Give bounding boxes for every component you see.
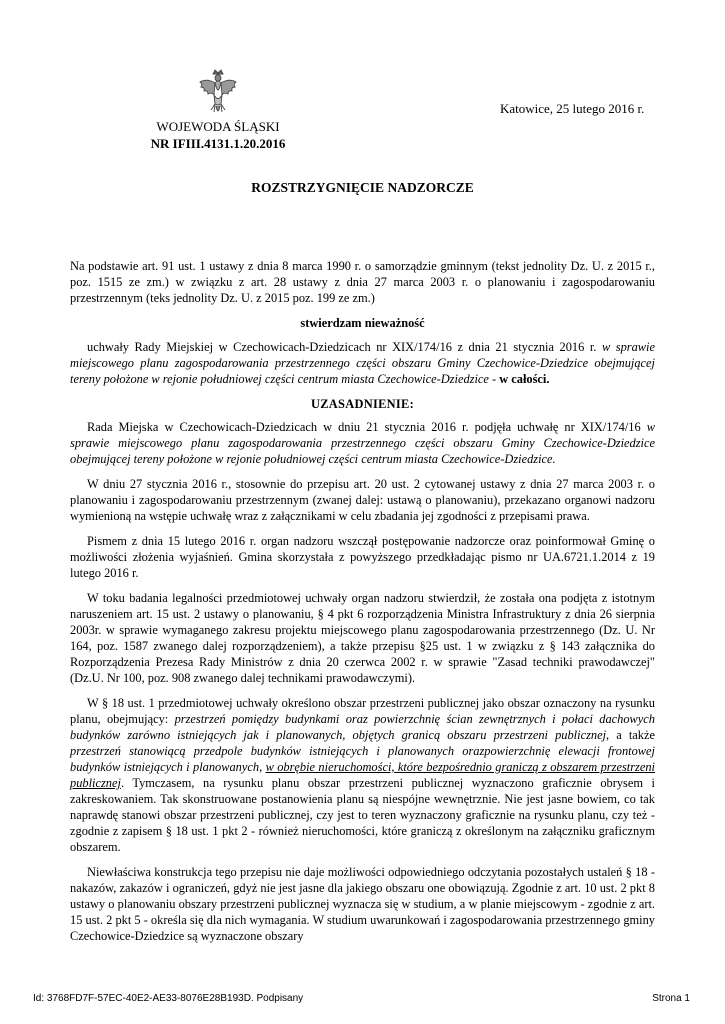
document-body	[70, 258, 655, 953]
authority-name: WOJEWODA ŚLĄSKI	[156, 119, 280, 134]
resolution-subject: w sprawie miejscowego planu zagospodarowania przestrzennego części obszaru Gminy Czechowice-Dziedzice obejmującej tereny położone w rejonie południowej części centrum miasta Czechowice-Dziedzice	[70, 340, 655, 386]
legal-basis-paragraph: Na podstawie art. 91 ust. 1 ustawy z dnia 8 marca 1990 r. o samorządzie gminnym (tekst jednolity Dz. U. z 2015 r., poz. 1515 ze zm.) w związku z art. 28 ustawy z dnia 27 marca 2003 r. o planowaniu i zagospodarowaniu przestrzennym (teks jednolity Dz. U. z 2015 poz. 199 ze zm.)	[70, 259, 655, 305]
decision-prefix: uchwały Rady Miejskiej w Czechowicach-Dziedzicach nr XIX/174/16 z dnia 21 stycznia 2016 r.	[87, 340, 602, 354]
decision-dash: -	[488, 372, 500, 386]
paragraph-5-underlined-quote: w obrębie nieruchomości, które bezpośrednio graniczą z obszarem przestrzeni publicznej	[70, 760, 655, 790]
paragraph-3: Pismem z dnia 15 lutego 2016 r. organ nadzoru wszczął postępowanie nadzorcze oraz poinformował Gminę o możliwości złożenia wyjaśnień. Gmina skorzystała z powyższego przedkładając pismo nr UA.6721.1.2014 z 19 lutego 2016 r.	[70, 534, 655, 580]
page-number: Strona 1	[652, 993, 690, 1004]
decision-scope: w całości.	[499, 372, 550, 386]
issuing-authority	[148, 118, 288, 152]
paragraph-1-subject: w sprawie miejscowego planu zagospodarowania przestrzennego części obszaru Gminy Czechowice-Dziedzice obejmującej tereny położone w rejonie południowej części centrum miasta Czechowice-Dziedzice.	[70, 420, 655, 466]
paragraph-5-text-2: a także	[609, 728, 655, 742]
declaration: stwierdzam nieważność	[300, 316, 425, 330]
paragraph-2: W dniu 27 stycznia 2016 r., stosownie do przepisu art. 20 ust. 2 cytowanej ustawy z dnia 27 marca 2003 r. o planowaniu i zagospodarowaniu przestrzennym (zwanej dalej: ustawą o planowaniu), przekazano organowi nadzoru wymienioną na wstępie uchwałę wraz z załącznikami w celu zbadania jej zgodności z przepisami prawa.	[70, 477, 655, 523]
paragraph-1	[70, 419, 655, 467]
document-title: ROZSTRZYGNIĘCIE NADZORCZE	[251, 180, 474, 195]
polish-eagle-emblem-icon	[197, 68, 239, 118]
paragraph-5-quote-2: przestrzeń stanowiącą przedpole budynków istniejących i planowanych orazpowierzchnię elewacji frontowej budynków istniejących i planowanych,	[70, 744, 655, 774]
justification-heading: UZASADNIENIE:	[310, 397, 415, 411]
paragraph-5-text-1: W § 18 ust. 1 przedmiotowej uchwały określono obszar przestrzeni publicznej jako obszar oznaczony na rysunku planu, obejmujący:	[70, 696, 655, 726]
case-number: NR IFIII.4131.1.20.2016	[150, 136, 286, 151]
place-and-date: Katowice, 25 lutego 2016 r.	[500, 101, 645, 116]
paragraph-4: W toku badania legalności przedmiotowej uchwały organ nadzoru stwierdził, że została ona podjęta z istotnym naruszeniem art. 15 ust. 2 ustawy o planowaniu, § 4 pkt 6 rozporządzenia Ministra Infrastruktury z dnia 26 sierpnia 2003r. w sprawie wymaganego zakresu projektu miejscowego planu zagospodarowania przestrzennego (Dz. U. Nr 164, poz. 1587 zwanego dalej rozporządzeniem), a także przepisu §25 ust. 1 w związku z § 143 załącznika do Rozporządzenia Prezesa Rady Ministrów z dnia 20 czerwca 2002 r. w sprawie "Zasad techniki prawodawczej" (Dz.U. Nr 100, poz. 908 zwanego dalej technikami prawodawczymi).	[70, 591, 655, 685]
paragraph-5-quote-1: przestrzeń pomiędzy budynkami oraz powierzchnię ścian zewnętrznych i połaci dachowych budynków zarówno istniejących jak i planowanych, objętych granicą obszaru przestrzeni publicznej,	[70, 712, 655, 742]
paragraph-6: Niewłaściwa konstrukcja tego przepisu nie daje możliwości odpowiedniego odczytania pozostałych ustaleń § 18 - nakazów, zakazów i ograniczeń, gdyż nie jest jasne dla jakiego obszaru one obowiązują. Zgodnie z art. 10 ust. 2 pkt 8 ustawy o planowaniu obszary przestrzeni publicznej wyznacza się w studium, a w planie miejscowym - zgodnie z art. 15 ust. 2 pkt 5 - określa się dla nich wymagania. W studium uwarunkowań i zagospodarowania przestrzennego gminy Czechowice-Dziedzice są wyznaczone obszary	[70, 865, 655, 943]
paragraph-5-text-3: . Tymczasem, na rysunku planu obszar przestrzeni publicznej wyznaczono graficznie obrysem i zakreskowaniem. Tak skonstruowane postanowienia planu są niespójne wewnętrznie. Nie jest jasne bowiem, co tak naprawdę stanowi obszar przestrzeni publicznej, czy jest to teren wyznaczony graficznie na rysunku planu, czy też - zgodnie z zapisem § 18 ust. 1 pkt 2 - również nieruchomości, które graniczą z określonym na załączniku graficznym obszarem.	[70, 776, 655, 854]
paragraph-5	[70, 695, 655, 855]
paragraph-1-text: Rada Miejska w Czechowicach-Dziedzicach w dniu 21 stycznia 2016 r. podjęła uchwałę nr XIX/174/16	[87, 420, 647, 434]
decision-paragraph	[70, 339, 655, 387]
document-id-footer: Id: 3768FD7F-57EC-40E2-AE33-8076E28B193D. Podpisany	[33, 993, 304, 1004]
